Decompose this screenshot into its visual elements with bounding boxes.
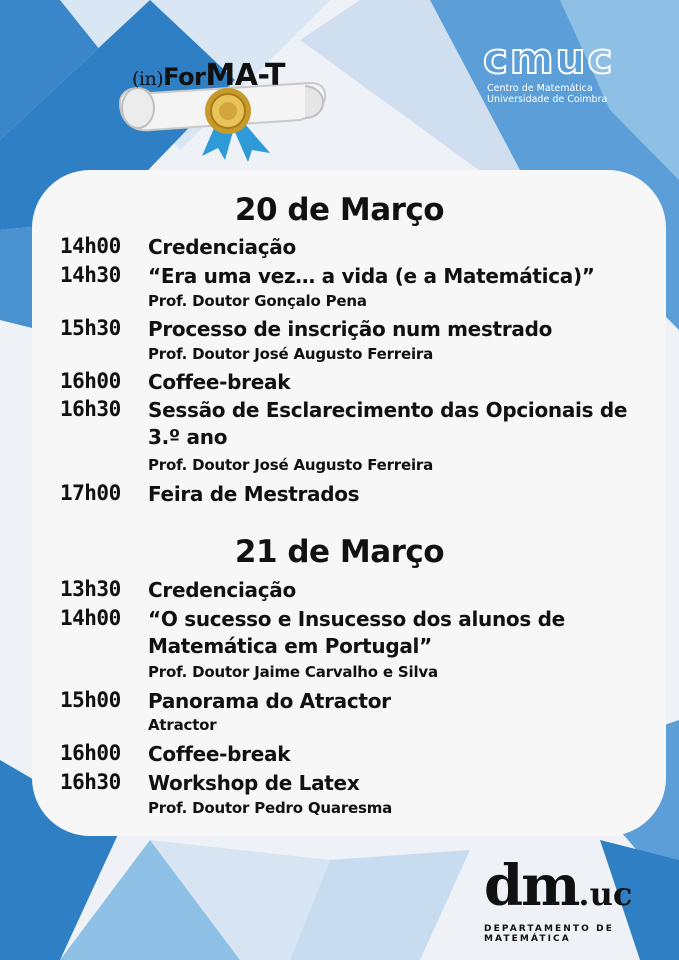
cmuc-acronym: cmuc (483, 34, 615, 83)
schedule-title: “Era uma vez… a vida (e a Matemática)” (148, 264, 595, 288)
day2-title: 21 de Março (234, 534, 445, 570)
schedule-row (60, 606, 628, 660)
dm-uc-mark: dm.uc (484, 853, 633, 919)
schedule-row (60, 316, 628, 343)
schedule-title: Credenciação (148, 235, 296, 259)
schedule-row (60, 577, 628, 604)
cmuc-line1: Centro de Matemática (487, 83, 593, 94)
schedule-title: Feira de Mestrados (148, 482, 360, 506)
schedule-title: Coffee-break (148, 370, 291, 394)
schedule-time: 14h00 (60, 234, 121, 258)
schedule-speaker: Prof. Doutor Jaime Carvalho e Silva (148, 663, 438, 681)
schedule-speaker: Prof. Doutor Pedro Quaresma (148, 799, 393, 817)
schedule-time: 15h00 (60, 688, 121, 712)
event-logo-text: (in)ForMA-T (132, 58, 285, 93)
schedule-row (60, 263, 628, 290)
dm-uc-logo (484, 853, 679, 944)
schedule-title: “O sucesso e Insucesso dos alunos de Matemática em Portugal” (148, 607, 565, 658)
schedule-title: Panorama do Atractor (148, 689, 391, 713)
schedule-title: Sessão de Esclarecimento das Opcionais de 3.º ano (148, 398, 628, 449)
schedule-speaker: Atractor (148, 716, 217, 734)
schedule-row (60, 741, 628, 768)
schedule-row (60, 234, 628, 261)
cmuc-line2: Universidade de Coimbra (487, 94, 608, 105)
schedule-row (60, 770, 628, 797)
informat-logo (110, 48, 340, 163)
schedule-time: 16h00 (60, 369, 121, 393)
schedule-time: 17h00 (60, 481, 121, 505)
day1-title: 20 de Março (234, 192, 445, 228)
schedule-speaker: Prof. Doutor José Augusto Ferreira (148, 345, 434, 363)
schedule-time: 16h00 (60, 741, 121, 765)
dm-uc-department: DEPARTAMENTO DE MATEMÁTICA (484, 924, 614, 944)
schedule-row (60, 481, 628, 508)
schedule-time: 14h00 (60, 606, 121, 630)
schedule-time: 15h30 (60, 316, 121, 340)
schedule-title: Coffee-break (148, 742, 291, 766)
schedule-title: Workshop de Latex (148, 771, 360, 795)
schedule-speaker: Prof. Doutor Gonçalo Pena (148, 292, 367, 310)
schedule-time: 13h30 (60, 577, 121, 601)
schedule-time: 16h30 (60, 397, 121, 421)
cmuc-logo (483, 34, 643, 105)
schedule-title: Processo de inscrição num mestrado (148, 317, 553, 341)
schedule-time: 16h30 (60, 770, 121, 794)
schedule-row (60, 397, 628, 451)
schedule-row (60, 688, 628, 715)
schedule-title: Credenciação (148, 578, 296, 602)
schedule-time: 14h30 (60, 263, 121, 287)
schedule-row (60, 369, 628, 396)
schedule-speaker: Prof. Doutor José Augusto Ferreira (148, 456, 434, 474)
